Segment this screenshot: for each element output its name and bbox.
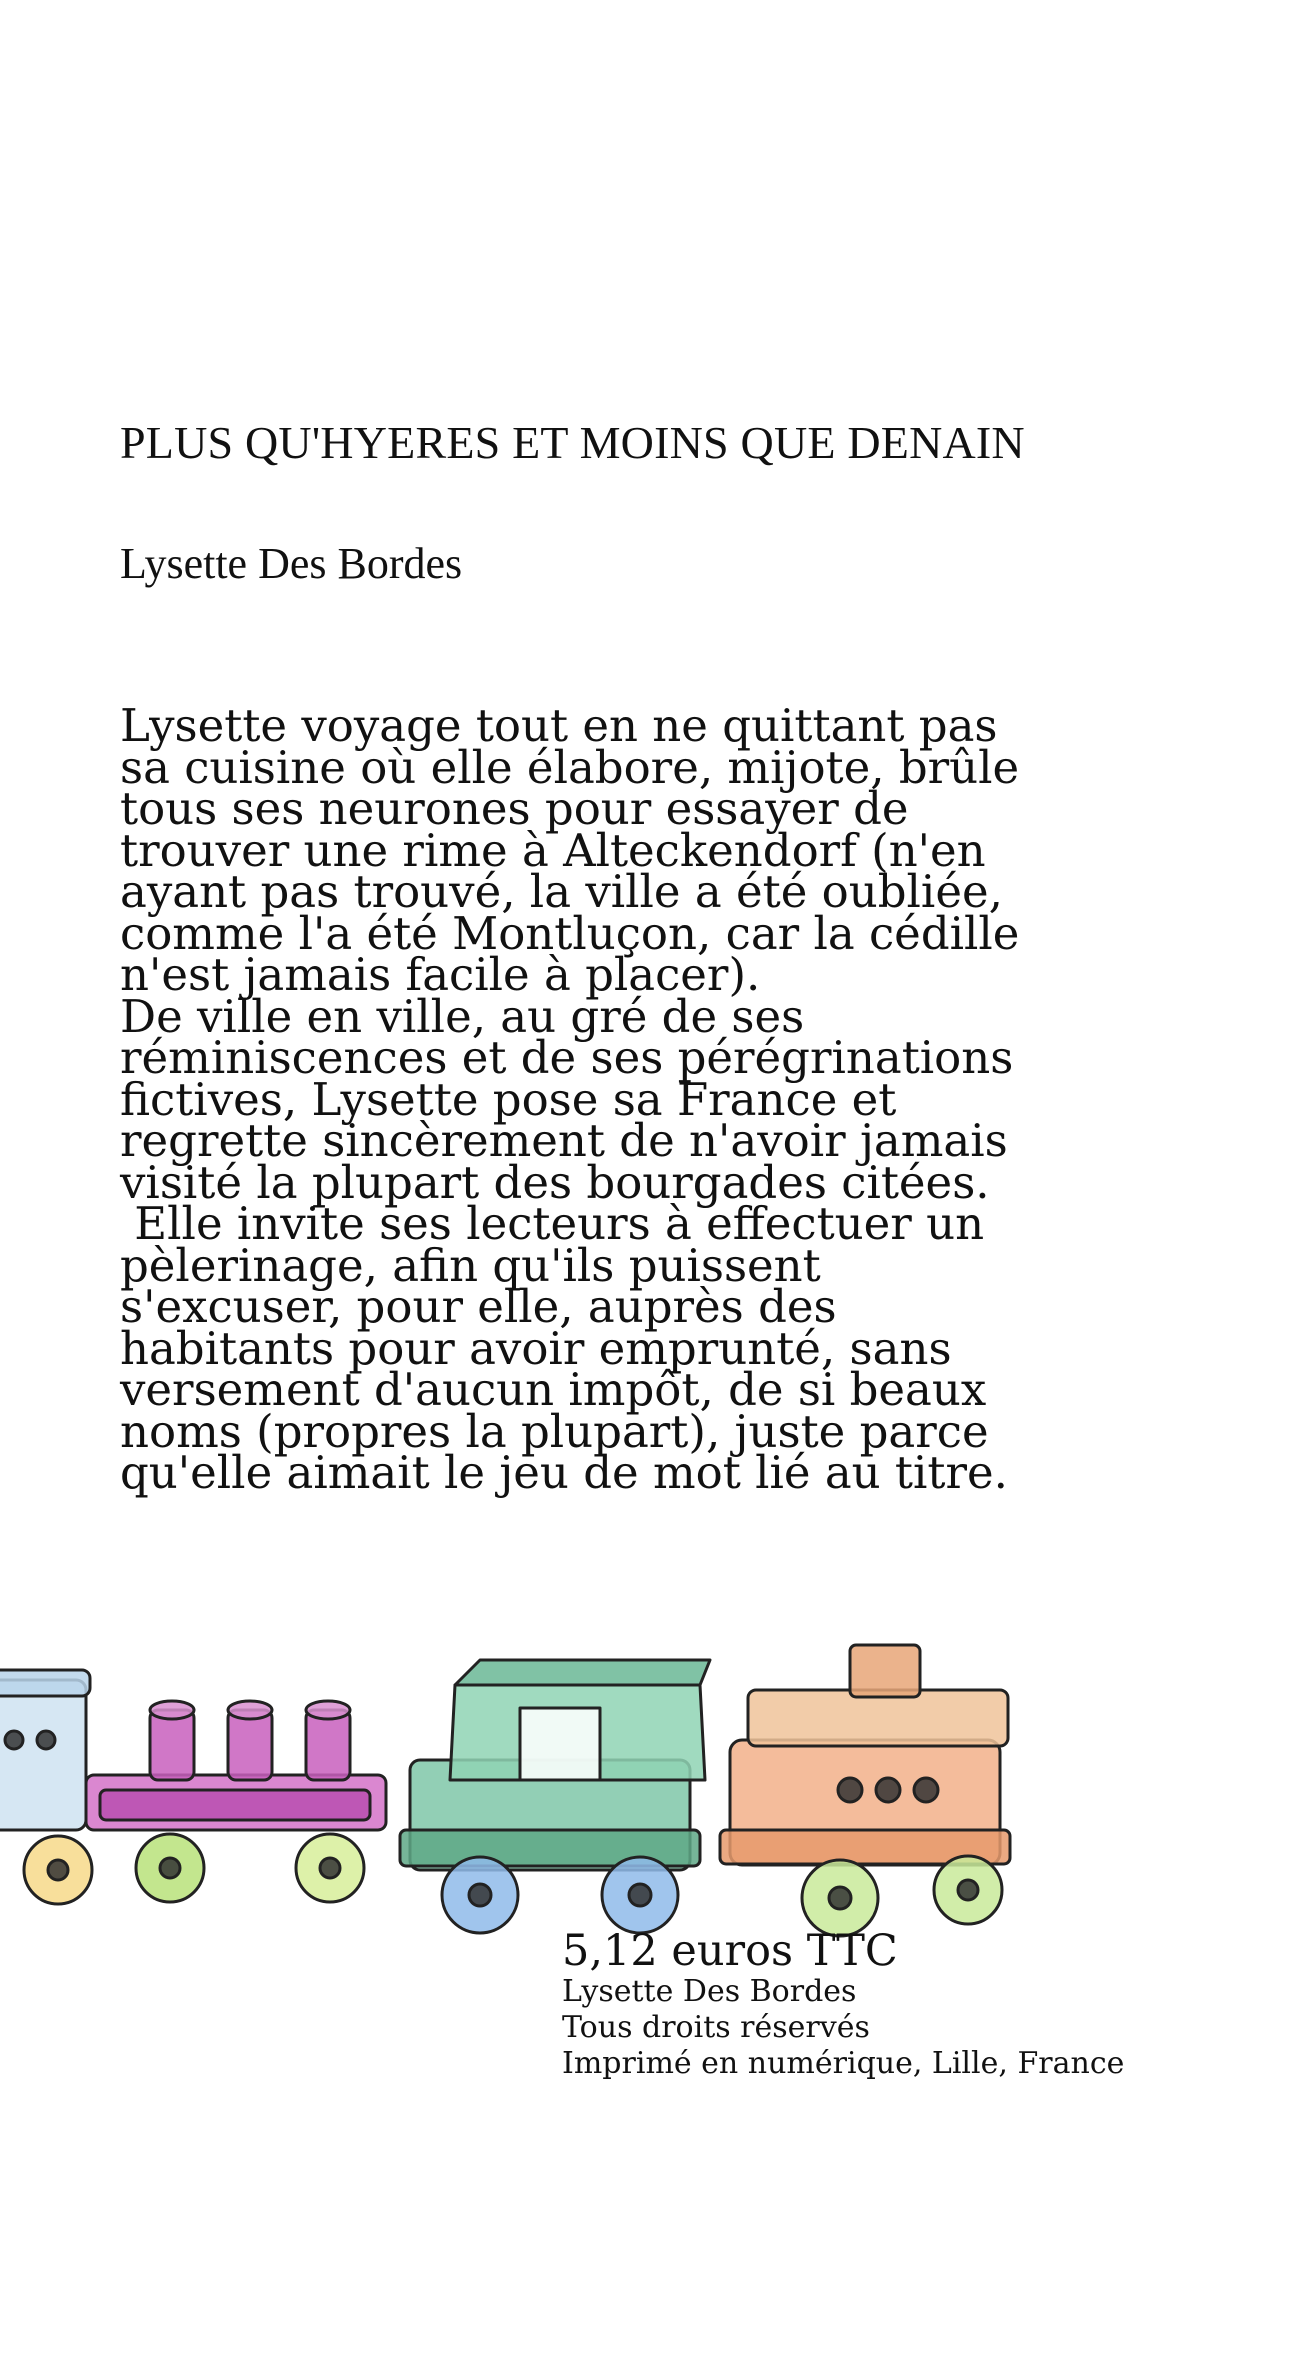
blurb-line: sa cuisine où elle élabore, mijote, brûle bbox=[120, 740, 1020, 794]
blurb-line: comme l'a été Montluçon, car la cédille bbox=[120, 906, 1020, 960]
blurb-line: trouver une rime à Alteckendorf (n'en bbox=[120, 823, 986, 877]
locomotive bbox=[0, 1670, 90, 1830]
colophon-block bbox=[562, 1928, 1124, 2082]
blurb-line: qu'elle aimait le jeu de mot lié au titre. bbox=[120, 1446, 1008, 1499]
blurb-line: ayant pas trouvé, la ville a été oubliée, bbox=[120, 865, 1003, 918]
blurb-line: fictives, Lysette pose sa France et bbox=[120, 1072, 897, 1126]
blurb-line: De ville en ville, au gré de ses bbox=[120, 989, 805, 1043]
blurb-line: habitants pour avoir emprunté, sans bbox=[120, 1321, 952, 1375]
blurb-line: tous ses neurones pour essayer de bbox=[120, 782, 909, 835]
blurb-line: visité la plupart des bourgades citées. bbox=[120, 1155, 990, 1209]
blurb-line: Elle invite ses lecteurs à effectuer un bbox=[120, 1197, 985, 1250]
blurb-line: regrette sincèrement de n'avoir jamais bbox=[120, 1114, 1008, 1167]
blurb-line: Lysette voyage tout en ne quittant pas bbox=[120, 699, 998, 752]
magenta-wagon bbox=[86, 1701, 386, 1830]
blurb-line: s'excuser, pour elle, auprès des bbox=[120, 1280, 837, 1333]
rights-notice: Tous droits réservés bbox=[562, 2010, 870, 2045]
back-cover-blurb bbox=[120, 699, 1020, 1499]
green-wagon bbox=[400, 1660, 710, 1870]
blurb-line: pèlerinage, afin qu'ils puissent bbox=[120, 1238, 821, 1292]
blurb-line: n'est jamais facile à placer). bbox=[120, 948, 761, 1001]
author-name: Lysette Des Bordes bbox=[120, 539, 463, 588]
book-title: PLUS QU'HYERES ET MOINS QUE DENAIN bbox=[120, 417, 1025, 468]
toy-train-illustration bbox=[0, 1590, 1040, 1950]
blurb-line: réminiscences et de ses pérégrinations bbox=[120, 1031, 1014, 1084]
blurb-line: versement d'aucun impôt, de si beaux bbox=[120, 1363, 987, 1416]
blurb-line: noms (propres la plupart), juste parce bbox=[120, 1404, 989, 1458]
orange-caboose bbox=[720, 1645, 1010, 1865]
publisher-name: Lysette Des Bordes bbox=[562, 1974, 857, 2009]
price-label: 5,12 euros TTC bbox=[562, 1926, 898, 1976]
print-location: Imprimé en numérique, Lille, France bbox=[562, 2046, 1125, 2081]
